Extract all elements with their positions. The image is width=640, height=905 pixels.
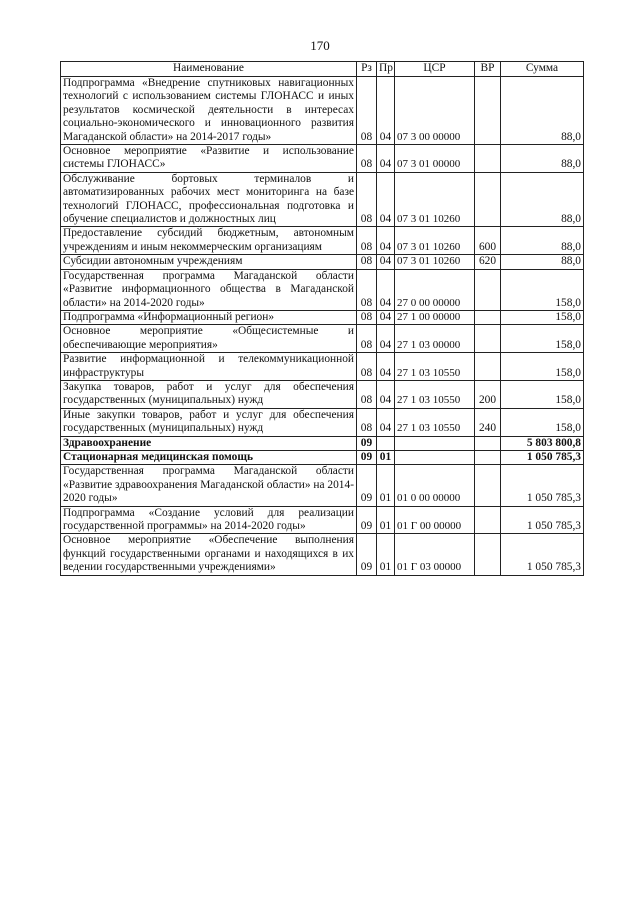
row-rz: 08 xyxy=(357,227,377,255)
row-csr: 27 1 03 00000 xyxy=(395,325,475,353)
row-pr: 04 xyxy=(377,145,395,173)
row-sum: 1 050 785,3 xyxy=(501,506,584,534)
row-vr xyxy=(475,534,501,575)
row-rz: 08 xyxy=(357,269,377,310)
row-pr: 04 xyxy=(377,172,395,227)
row-vr: 200 xyxy=(475,380,501,408)
row-rz: 08 xyxy=(357,380,377,408)
row-sum: 158,0 xyxy=(501,325,584,353)
row-rz: 08 xyxy=(357,77,377,145)
row-vr xyxy=(475,172,501,227)
row-name: Здравоохранение xyxy=(61,436,357,450)
row-vr xyxy=(475,310,501,324)
table-row xyxy=(61,145,584,173)
row-csr: 07 3 01 10260 xyxy=(395,255,475,269)
row-name: Закупка товаров, работ и услуг для обеспечения государственных (муниципальных) нужд xyxy=(61,380,357,408)
header-pr: Пр xyxy=(377,62,395,77)
row-vr xyxy=(475,145,501,173)
row-csr: 07 3 01 10260 xyxy=(395,172,475,227)
table-row xyxy=(61,353,584,381)
row-rz: 08 xyxy=(357,325,377,353)
row-csr: 27 1 03 10550 xyxy=(395,408,475,436)
row-pr xyxy=(377,436,395,450)
table-row xyxy=(61,465,584,506)
row-pr: 04 xyxy=(377,380,395,408)
row-csr xyxy=(395,436,475,450)
table-row xyxy=(61,310,584,324)
row-vr xyxy=(475,506,501,534)
row-pr: 04 xyxy=(377,310,395,324)
row-pr: 01 xyxy=(377,534,395,575)
row-csr xyxy=(395,450,475,464)
row-sum: 1 050 785,3 xyxy=(501,465,584,506)
row-csr: 01 Г 03 00000 xyxy=(395,534,475,575)
row-sum: 158,0 xyxy=(501,353,584,381)
row-vr xyxy=(475,77,501,145)
table-row xyxy=(61,269,584,310)
row-name: Основное мероприятие «Развитие и использование системы ГЛОНАСС» xyxy=(61,145,357,173)
row-sum: 88,0 xyxy=(501,227,584,255)
row-pr: 04 xyxy=(377,227,395,255)
row-name: Стационарная медицинская помощь xyxy=(61,450,357,464)
row-name: Основное мероприятие «Общесистемные и обеспечивающие мероприятия» xyxy=(61,325,357,353)
row-csr: 07 3 01 00000 xyxy=(395,145,475,173)
row-sum: 88,0 xyxy=(501,172,584,227)
table-row xyxy=(61,380,584,408)
header-vr: ВР xyxy=(475,62,501,77)
row-name: Иные закупки товаров, работ и услуг для обеспечения государственных (муниципальных) нужд xyxy=(61,408,357,436)
row-vr xyxy=(475,325,501,353)
row-vr xyxy=(475,353,501,381)
row-name: Развитие информационной и телекоммуникационной инфраструктуры xyxy=(61,353,357,381)
table-row xyxy=(61,325,584,353)
row-sum: 88,0 xyxy=(501,145,584,173)
row-csr: 01 Г 00 00000 xyxy=(395,506,475,534)
row-name: Субсидии автономным учреждениям xyxy=(61,255,357,269)
row-vr xyxy=(475,269,501,310)
header-sum: Сумма xyxy=(501,62,584,77)
row-pr: 04 xyxy=(377,77,395,145)
row-csr: 07 3 00 00000 xyxy=(395,77,475,145)
table-row xyxy=(61,255,584,269)
row-vr xyxy=(475,450,501,464)
row-sum: 1 050 785,3 xyxy=(501,534,584,575)
row-name: Государственная программа Магаданской области «Развитие здравоохранения Магаданской области» на 2014-2020 годы» xyxy=(61,465,357,506)
row-rz: 08 xyxy=(357,353,377,381)
row-rz: 09 xyxy=(357,436,377,450)
row-vr: 620 xyxy=(475,255,501,269)
table-row xyxy=(61,506,584,534)
row-vr xyxy=(475,465,501,506)
row-pr: 01 xyxy=(377,465,395,506)
row-pr: 01 xyxy=(377,450,395,464)
row-sum: 88,0 xyxy=(501,255,584,269)
header-csr: ЦСР xyxy=(395,62,475,77)
row-vr: 600 xyxy=(475,227,501,255)
table-row xyxy=(61,172,584,227)
row-rz: 08 xyxy=(357,145,377,173)
row-vr: 240 xyxy=(475,408,501,436)
row-csr: 27 1 03 10550 xyxy=(395,353,475,381)
row-sum: 1 050 785,3 xyxy=(501,450,584,464)
row-rz: 08 xyxy=(357,310,377,324)
row-sum: 158,0 xyxy=(501,310,584,324)
row-pr: 01 xyxy=(377,506,395,534)
row-csr: 27 1 00 00000 xyxy=(395,310,475,324)
row-name: Обслуживание бортовых терминалов и автоматизированных рабочих мест мониторинга на базе технологий ГЛОНАСС, профессиональная подготовка и обучение специалистов и должностных лиц xyxy=(61,172,357,227)
row-pr: 04 xyxy=(377,353,395,381)
row-rz: 09 xyxy=(357,465,377,506)
row-sum: 5 803 800,8 xyxy=(501,436,584,450)
row-name: Государственная программа Магаданской области «Развитие информационного общества в Магаданской области» на 2014-2020 годы» xyxy=(61,269,357,310)
row-pr: 04 xyxy=(377,255,395,269)
row-name: Предоставление субсидий бюджетным, автономным учреждениям и иным некоммерческим организациям xyxy=(61,227,357,255)
row-name: Основное мероприятие «Обеспечение выполнения функций государственными органами и находящихся в их ведении государственными учреждениями» xyxy=(61,534,357,575)
row-pr: 04 xyxy=(377,269,395,310)
header-row xyxy=(61,62,584,77)
table-row xyxy=(61,77,584,145)
row-sum: 158,0 xyxy=(501,380,584,408)
row-sum: 158,0 xyxy=(501,269,584,310)
row-csr: 07 3 01 10260 xyxy=(395,227,475,255)
row-name: Подпрограмма «Внедрение спутниковых навигационных технологий с использованием системы ГЛОНАСС и иных результатов космической деятельности в интересах социально-экономического и инновационного развития Магаданской области» на 2014-2017 годы» xyxy=(61,77,357,145)
row-name: Подпрограмма «Создание условий для реализации государственной программы» на 2014-2020 годы» xyxy=(61,506,357,534)
table-row xyxy=(61,450,584,464)
row-rz: 08 xyxy=(357,408,377,436)
table-row xyxy=(61,227,584,255)
row-rz: 09 xyxy=(357,450,377,464)
table-row xyxy=(61,408,584,436)
page-number: 170 xyxy=(310,38,330,53)
row-rz: 08 xyxy=(357,255,377,269)
row-rz: 09 xyxy=(357,534,377,575)
row-pr: 04 xyxy=(377,408,395,436)
row-sum: 88,0 xyxy=(501,77,584,145)
row-name: Подпрограмма «Информационный регион» xyxy=(61,310,357,324)
row-pr: 04 xyxy=(377,325,395,353)
table-row xyxy=(61,436,584,450)
row-rz: 09 xyxy=(357,506,377,534)
header-rz: Рз xyxy=(357,62,377,77)
header-name: Наименование xyxy=(61,62,357,77)
row-vr xyxy=(475,436,501,450)
row-csr: 01 0 00 00000 xyxy=(395,465,475,506)
row-csr: 27 1 03 10550 xyxy=(395,380,475,408)
budget-table xyxy=(60,61,584,576)
row-csr: 27 0 00 00000 xyxy=(395,269,475,310)
table-header xyxy=(61,62,584,77)
table-row xyxy=(61,534,584,575)
row-sum: 158,0 xyxy=(501,408,584,436)
table-body xyxy=(61,77,584,576)
row-rz: 08 xyxy=(357,172,377,227)
